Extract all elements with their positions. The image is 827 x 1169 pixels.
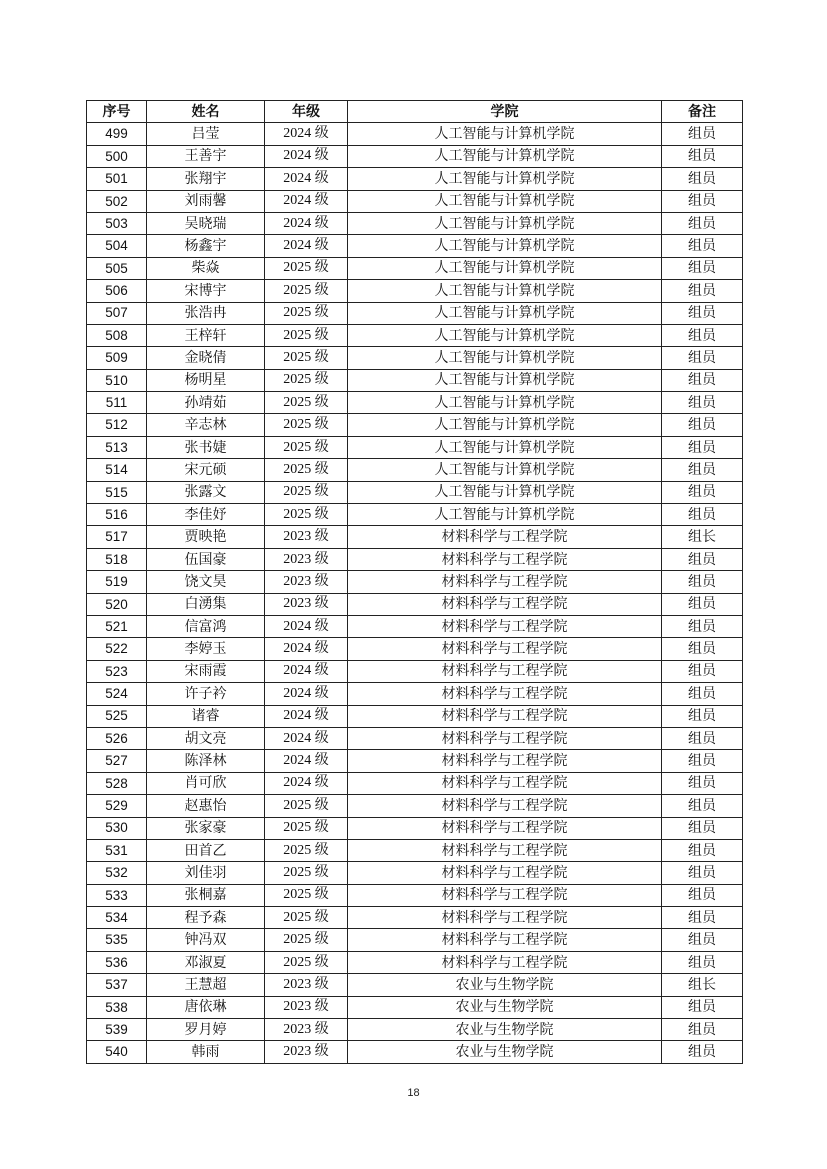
cell-grade: 2025 级 — [265, 324, 348, 346]
cell-name: 肖可欣 — [147, 772, 265, 794]
cell-name: 韩雨 — [147, 1041, 265, 1063]
cell-seq: 540 — [87, 1041, 147, 1063]
cell-note: 组员 — [662, 951, 743, 973]
table-row — [87, 862, 743, 884]
table-row — [87, 907, 743, 929]
cell-note: 组员 — [662, 212, 743, 234]
cell-seq: 532 — [87, 862, 147, 884]
cell-name: 贾映艳 — [147, 526, 265, 548]
cell-note: 组员 — [662, 1041, 743, 1063]
cell-college: 人工智能与计算机学院 — [348, 459, 662, 481]
cell-college: 材料科学与工程学院 — [348, 727, 662, 749]
cell-seq: 515 — [87, 481, 147, 503]
cell-grade: 2025 级 — [265, 795, 348, 817]
cell-grade: 2023 级 — [265, 593, 348, 615]
cell-name: 宋雨霞 — [147, 660, 265, 682]
cell-college: 材料科学与工程学院 — [348, 750, 662, 772]
table-row — [87, 347, 743, 369]
cell-grade: 2024 级 — [265, 615, 348, 637]
cell-note: 组员 — [662, 123, 743, 145]
cell-note: 组员 — [662, 324, 743, 346]
cell-grade: 2024 级 — [265, 660, 348, 682]
cell-seq: 511 — [87, 392, 147, 414]
cell-seq: 519 — [87, 571, 147, 593]
cell-seq: 517 — [87, 526, 147, 548]
cell-grade: 2025 级 — [265, 369, 348, 391]
cell-name: 金晓倩 — [147, 347, 265, 369]
cell-name: 宋博宇 — [147, 280, 265, 302]
cell-college: 人工智能与计算机学院 — [348, 369, 662, 391]
table-row — [87, 884, 743, 906]
table-row — [87, 817, 743, 839]
cell-note: 组员 — [662, 571, 743, 593]
cell-name: 田首乙 — [147, 839, 265, 861]
cell-name: 钟冯双 — [147, 929, 265, 951]
cell-note: 组员 — [662, 638, 743, 660]
cell-college: 农业与生物学院 — [348, 1019, 662, 1041]
cell-college: 材料科学与工程学院 — [348, 862, 662, 884]
cell-grade: 2024 级 — [265, 727, 348, 749]
cell-note: 组员 — [662, 459, 743, 481]
cell-college: 材料科学与工程学院 — [348, 615, 662, 637]
cell-note: 组员 — [662, 929, 743, 951]
table-row — [87, 481, 743, 503]
cell-seq: 534 — [87, 907, 147, 929]
table-row — [87, 257, 743, 279]
cell-grade: 2024 级 — [265, 212, 348, 234]
table-row — [87, 951, 743, 973]
cell-note: 组员 — [662, 683, 743, 705]
cell-note: 组员 — [662, 884, 743, 906]
header-name: 姓名 — [147, 101, 265, 123]
cell-seq: 512 — [87, 414, 147, 436]
cell-seq: 523 — [87, 660, 147, 682]
cell-note: 组长 — [662, 526, 743, 548]
cell-college: 材料科学与工程学院 — [348, 683, 662, 705]
cell-note: 组员 — [662, 817, 743, 839]
cell-college: 材料科学与工程学院 — [348, 951, 662, 973]
cell-grade: 2024 级 — [265, 145, 348, 167]
table-row — [87, 459, 743, 481]
cell-note: 组员 — [662, 347, 743, 369]
cell-note: 组员 — [662, 257, 743, 279]
cell-seq: 535 — [87, 929, 147, 951]
cell-seq: 537 — [87, 974, 147, 996]
cell-college: 人工智能与计算机学院 — [348, 414, 662, 436]
cell-seq: 506 — [87, 280, 147, 302]
cell-note: 组员 — [662, 235, 743, 257]
cell-grade: 2024 级 — [265, 123, 348, 145]
cell-grade: 2025 级 — [265, 302, 348, 324]
header-college: 学院 — [348, 101, 662, 123]
cell-seq: 509 — [87, 347, 147, 369]
cell-college: 材料科学与工程学院 — [348, 929, 662, 951]
cell-college: 农业与生物学院 — [348, 974, 662, 996]
table-row — [87, 190, 743, 212]
cell-grade: 2025 级 — [265, 280, 348, 302]
header-seq: 序号 — [87, 101, 147, 123]
cell-seq: 516 — [87, 504, 147, 526]
cell-note: 组员 — [662, 436, 743, 458]
cell-note: 组长 — [662, 974, 743, 996]
cell-note: 组员 — [662, 795, 743, 817]
cell-grade: 2025 级 — [265, 481, 348, 503]
cell-grade: 2025 级 — [265, 504, 348, 526]
cell-name: 王善宇 — [147, 145, 265, 167]
table-row — [87, 974, 743, 996]
cell-college: 人工智能与计算机学院 — [348, 212, 662, 234]
cell-name: 吴晓瑞 — [147, 212, 265, 234]
cell-note: 组员 — [662, 548, 743, 570]
table-row — [87, 392, 743, 414]
table-row — [87, 369, 743, 391]
cell-name: 杨鑫宇 — [147, 235, 265, 257]
cell-grade: 2024 级 — [265, 750, 348, 772]
cell-grade: 2025 级 — [265, 459, 348, 481]
table-row — [87, 727, 743, 749]
cell-seq: 507 — [87, 302, 147, 324]
cell-college: 人工智能与计算机学院 — [348, 257, 662, 279]
cell-name: 白湧集 — [147, 593, 265, 615]
cell-college: 人工智能与计算机学院 — [348, 436, 662, 458]
cell-name: 辛志林 — [147, 414, 265, 436]
cell-name: 唐依琳 — [147, 996, 265, 1018]
cell-grade: 2025 级 — [265, 907, 348, 929]
cell-grade: 2025 级 — [265, 414, 348, 436]
cell-note: 组员 — [662, 280, 743, 302]
cell-college: 材料科学与工程学院 — [348, 548, 662, 570]
table-row — [87, 593, 743, 615]
cell-name: 信富鸿 — [147, 615, 265, 637]
cell-note: 组员 — [662, 615, 743, 637]
cell-name: 吕莹 — [147, 123, 265, 145]
cell-note: 组员 — [662, 750, 743, 772]
cell-note: 组员 — [662, 705, 743, 727]
cell-seq: 518 — [87, 548, 147, 570]
cell-college: 材料科学与工程学院 — [348, 839, 662, 861]
cell-grade: 2024 级 — [265, 235, 348, 257]
cell-grade: 2024 级 — [265, 168, 348, 190]
cell-grade: 2023 级 — [265, 571, 348, 593]
cell-college: 材料科学与工程学院 — [348, 795, 662, 817]
cell-seq: 499 — [87, 123, 147, 145]
cell-note: 组员 — [662, 1019, 743, 1041]
table-row — [87, 436, 743, 458]
cell-name: 宋元硕 — [147, 459, 265, 481]
cell-name: 张露文 — [147, 481, 265, 503]
cell-grade: 2023 级 — [265, 974, 348, 996]
table-row — [87, 548, 743, 570]
table-row — [87, 795, 743, 817]
cell-college: 人工智能与计算机学院 — [348, 324, 662, 346]
cell-grade: 2023 级 — [265, 1019, 348, 1041]
cell-seq: 539 — [87, 1019, 147, 1041]
table-row — [87, 1041, 743, 1063]
roster-table — [86, 100, 743, 1064]
cell-grade: 2024 级 — [265, 705, 348, 727]
cell-note: 组员 — [662, 481, 743, 503]
cell-grade: 2023 级 — [265, 1041, 348, 1063]
table-row — [87, 683, 743, 705]
table-row — [87, 504, 743, 526]
table-row — [87, 660, 743, 682]
cell-name: 杨明星 — [147, 369, 265, 391]
cell-note: 组员 — [662, 414, 743, 436]
cell-college: 人工智能与计算机学院 — [348, 123, 662, 145]
cell-seq: 504 — [87, 235, 147, 257]
cell-note: 组员 — [662, 839, 743, 861]
table-row — [87, 750, 743, 772]
cell-seq: 510 — [87, 369, 147, 391]
cell-grade: 2025 级 — [265, 257, 348, 279]
cell-grade: 2025 级 — [265, 951, 348, 973]
cell-name: 许子衿 — [147, 683, 265, 705]
cell-seq: 524 — [87, 683, 147, 705]
cell-name: 李婷玉 — [147, 638, 265, 660]
cell-grade: 2025 级 — [265, 817, 348, 839]
cell-grade: 2023 级 — [265, 548, 348, 570]
cell-name: 李佳妤 — [147, 504, 265, 526]
table-row — [87, 280, 743, 302]
table-row — [87, 571, 743, 593]
cell-name: 伍国豪 — [147, 548, 265, 570]
cell-note: 组员 — [662, 593, 743, 615]
table-row — [87, 526, 743, 548]
cell-note: 组员 — [662, 907, 743, 929]
cell-college: 人工智能与计算机学院 — [348, 392, 662, 414]
cell-college: 人工智能与计算机学院 — [348, 168, 662, 190]
cell-note: 组员 — [662, 862, 743, 884]
cell-seq: 514 — [87, 459, 147, 481]
cell-college: 材料科学与工程学院 — [348, 907, 662, 929]
table-row — [87, 638, 743, 660]
cell-name: 王梓轩 — [147, 324, 265, 346]
cell-seq: 536 — [87, 951, 147, 973]
cell-college: 材料科学与工程学院 — [348, 884, 662, 906]
cell-grade: 2025 级 — [265, 436, 348, 458]
cell-college: 材料科学与工程学院 — [348, 526, 662, 548]
cell-name: 张浩冉 — [147, 302, 265, 324]
cell-name: 赵惠怡 — [147, 795, 265, 817]
cell-grade: 2024 级 — [265, 638, 348, 660]
cell-college: 人工智能与计算机学院 — [348, 504, 662, 526]
table-row — [87, 168, 743, 190]
cell-note: 组员 — [662, 168, 743, 190]
table-row — [87, 235, 743, 257]
cell-note: 组员 — [662, 190, 743, 212]
cell-name: 陈泽林 — [147, 750, 265, 772]
cell-grade: 2023 级 — [265, 996, 348, 1018]
cell-seq: 521 — [87, 615, 147, 637]
table-row — [87, 1019, 743, 1041]
cell-name: 程予森 — [147, 907, 265, 929]
cell-grade: 2025 级 — [265, 884, 348, 906]
cell-name: 饶文昊 — [147, 571, 265, 593]
cell-seq: 502 — [87, 190, 147, 212]
cell-grade: 2025 级 — [265, 392, 348, 414]
cell-name: 邓淑夏 — [147, 951, 265, 973]
cell-name: 张翔宇 — [147, 168, 265, 190]
cell-name: 刘佳羽 — [147, 862, 265, 884]
page-number: 18 — [407, 1087, 420, 1099]
cell-note: 组员 — [662, 302, 743, 324]
cell-college: 材料科学与工程学院 — [348, 638, 662, 660]
table-row — [87, 145, 743, 167]
cell-seq: 531 — [87, 839, 147, 861]
table-row — [87, 324, 743, 346]
table-row — [87, 123, 743, 145]
cell-seq: 528 — [87, 772, 147, 794]
cell-college: 材料科学与工程学院 — [348, 660, 662, 682]
cell-college: 人工智能与计算机学院 — [348, 280, 662, 302]
cell-name: 刘雨馨 — [147, 190, 265, 212]
cell-seq: 503 — [87, 212, 147, 234]
table-row — [87, 302, 743, 324]
cell-name: 孙靖茹 — [147, 392, 265, 414]
cell-seq: 522 — [87, 638, 147, 660]
cell-seq: 526 — [87, 727, 147, 749]
cell-note: 组员 — [662, 772, 743, 794]
cell-seq: 500 — [87, 145, 147, 167]
cell-seq: 501 — [87, 168, 147, 190]
table-row — [87, 772, 743, 794]
header-note: 备注 — [662, 101, 743, 123]
cell-grade: 2025 级 — [265, 929, 348, 951]
cell-seq: 513 — [87, 436, 147, 458]
cell-seq: 533 — [87, 884, 147, 906]
cell-college: 人工智能与计算机学院 — [348, 145, 662, 167]
cell-college: 人工智能与计算机学院 — [348, 302, 662, 324]
cell-college: 材料科学与工程学院 — [348, 571, 662, 593]
cell-grade: 2024 级 — [265, 190, 348, 212]
cell-note: 组员 — [662, 504, 743, 526]
cell-name: 罗月婷 — [147, 1019, 265, 1041]
cell-note: 组员 — [662, 996, 743, 1018]
cell-college: 材料科学与工程学院 — [348, 593, 662, 615]
table-row — [87, 839, 743, 861]
cell-college: 农业与生物学院 — [348, 1041, 662, 1063]
cell-name: 柴焱 — [147, 257, 265, 279]
cell-name: 诸睿 — [147, 705, 265, 727]
cell-grade: 2025 级 — [265, 347, 348, 369]
table-row — [87, 705, 743, 727]
header-grade: 年级 — [265, 101, 348, 123]
cell-grade: 2024 级 — [265, 772, 348, 794]
cell-college: 材料科学与工程学院 — [348, 817, 662, 839]
cell-college: 材料科学与工程学院 — [348, 705, 662, 727]
cell-seq: 508 — [87, 324, 147, 346]
table-row — [87, 996, 743, 1018]
table-body — [87, 123, 743, 1063]
cell-name: 张家豪 — [147, 817, 265, 839]
cell-grade: 2024 级 — [265, 683, 348, 705]
cell-college: 材料科学与工程学院 — [348, 772, 662, 794]
cell-note: 组员 — [662, 145, 743, 167]
cell-name: 张书婕 — [147, 436, 265, 458]
cell-grade: 2023 级 — [265, 526, 348, 548]
cell-seq: 525 — [87, 705, 147, 727]
cell-seq: 520 — [87, 593, 147, 615]
table-row — [87, 212, 743, 234]
cell-grade: 2025 级 — [265, 862, 348, 884]
cell-seq: 530 — [87, 817, 147, 839]
cell-note: 组员 — [662, 392, 743, 414]
cell-seq: 505 — [87, 257, 147, 279]
cell-grade: 2025 级 — [265, 839, 348, 861]
cell-name: 张桐嘉 — [147, 884, 265, 906]
cell-college: 农业与生物学院 — [348, 996, 662, 1018]
table-row — [87, 929, 743, 951]
cell-college: 人工智能与计算机学院 — [348, 481, 662, 503]
cell-seq: 538 — [87, 996, 147, 1018]
cell-college: 人工智能与计算机学院 — [348, 347, 662, 369]
cell-note: 组员 — [662, 369, 743, 391]
header-row — [87, 101, 743, 123]
cell-name: 王慧超 — [147, 974, 265, 996]
cell-note: 组员 — [662, 727, 743, 749]
table-row — [87, 615, 743, 637]
cell-name: 胡文亮 — [147, 727, 265, 749]
table-row — [87, 414, 743, 436]
cell-college: 人工智能与计算机学院 — [348, 190, 662, 212]
cell-seq: 529 — [87, 795, 147, 817]
cell-college: 人工智能与计算机学院 — [348, 235, 662, 257]
cell-note: 组员 — [662, 660, 743, 682]
cell-seq: 527 — [87, 750, 147, 772]
